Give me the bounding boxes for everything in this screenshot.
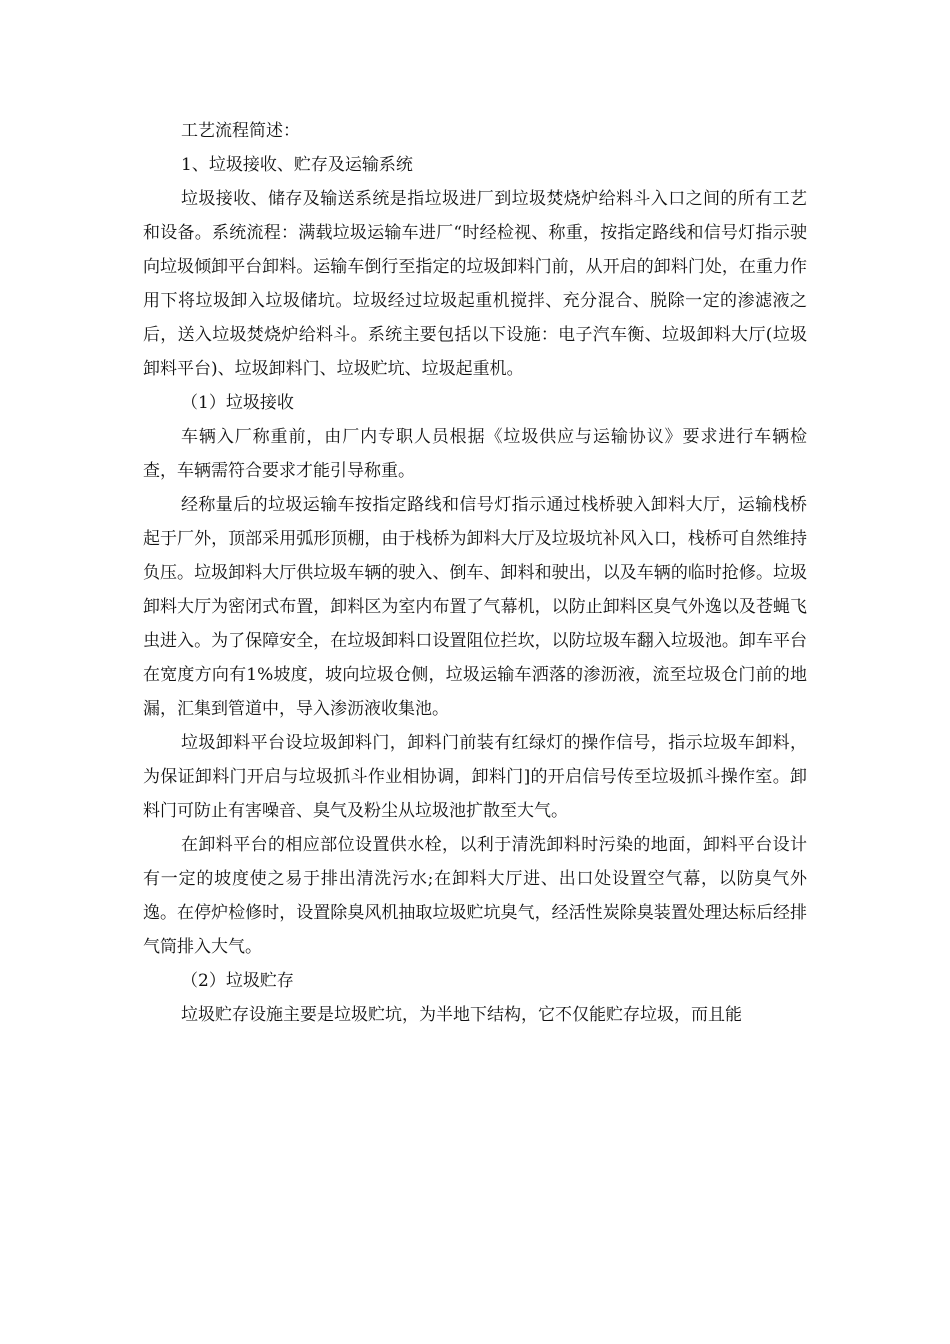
subsection-title-receiving: （1）垃圾接收 bbox=[181, 393, 294, 413]
document-heading: 工艺流程简述： bbox=[181, 121, 300, 141]
paragraph-storage-pit: 垃圾贮存设施主要是垃圾贮坑，为半地下结构，它不仅能贮存垃圾，而且能 bbox=[181, 1005, 742, 1025]
subsection-title-storage: （2）垃圾贮存 bbox=[181, 971, 294, 991]
document-body bbox=[143, 114, 807, 1032]
section-title-waste-system: 1、垃圾接收、贮存及运输系统 bbox=[181, 155, 413, 175]
paragraph-receiving-inspection: 车辆入厂称重前，由厂内专职人员根据《垃圾供应与运输协议》要求进行车辆检查，车辆需符合要求才能引导称重。 bbox=[143, 427, 807, 481]
paragraph-platform-cleaning: 在卸料平台的相应部位设置供水栓，以利于清洗卸料时污染的地面，卸料平台设计有一定的坡度使之易于排出清洗污水;在卸料大厅进、出口处设置空气幕，以防臭气外逸。在停炉检修时，设置除臭风机抽取垃圾贮坑臭气，经活性炭除臭装置处理达标后经排气筒排入大气。 bbox=[143, 835, 807, 957]
paragraph-system-intro: 垃圾接收、储存及输送系统是指垃圾进厂到垃圾焚烧炉给料斗入口之间的所有工艺和设备。系统流程：满载垃圾运输车进厂“时经检视、称重，按指定路线和信号灯指示驶向垃圾倾卸平台卸料。运输车倒行至指定的垃圾卸料门前，从开启的卸料门处，在重力作用下将垃圾卸入垃圾储坑。垃圾经过垃圾起重机搅拌、充分混合、脱除一定的渗滤液之后，送入垃圾焚烧炉给料斗。系统主要包括以下设施：电子汽车衡、垃圾卸料大厅(垃圾卸料平台)、垃圾卸料门、垃圾贮坑、垃圾起重机。 bbox=[143, 189, 807, 379]
paragraph-receiving-hall: 经称量后的垃圾运输车按指定路线和信号灯指示通过栈桥驶入卸料大厅，运输栈桥起于厂外，顶部采用弧形顶棚，由于栈桥为卸料大厅及垃圾坑补风入口，栈桥可自然维持负压。垃圾卸料大厅供垃圾车辆的驶入、倒车、卸料和驶出，以及车辆的临时抢修。垃圾卸料大厅为密闭式布置，卸料区为室内布置了气幕机，以防止卸料区臭气外逸以及苍蝇飞虫进入。为了保障安全，在垃圾卸料口设置阻位拦坎，以防垃圾车翻入垃圾池。卸车平台在宽度方向有1%坡度，坡向垃圾仓侧，垃圾运输车洒落的渗沥液，流至垃圾仓门前的地漏，汇集到管道中，导入渗沥液收集池。 bbox=[143, 495, 807, 719]
paragraph-unloading-door: 垃圾卸料平台设垃圾卸料门，卸料门前装有红绿灯的操作信号，指示垃圾车卸料，为保证卸料门开启与垃圾抓斗作业相协调，卸料门]的开启信号传至垃圾抓斗操作室。卸料门可防止有害噪音、臭气及粉尘从垃圾池扩散至大气。 bbox=[143, 733, 807, 821]
